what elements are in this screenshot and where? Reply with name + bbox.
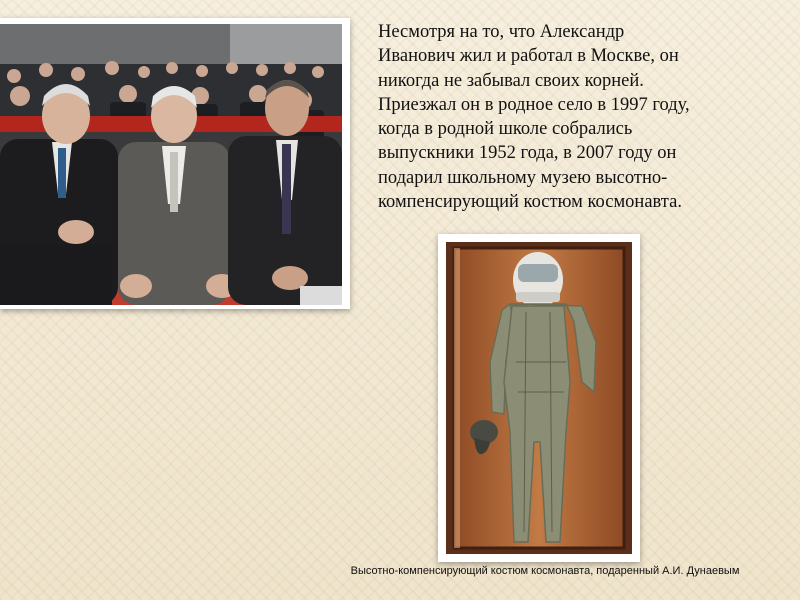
slide-body-text: Несмотря на то, что Александр Иванович жил и работал в Москве, он никогда не забывал своих корней. Приезжал он в родное село в 1997 году, когда в родной школе собрались выпускники 1952 года, в 2007 году он подарил школьному музею высотно- компенсирующий костюм космонавта.: [378, 22, 690, 213]
photo-caption: Высотно-компенсирующий костюм космонавта, подаренный А.И. Дунаевым: [350, 565, 740, 577]
